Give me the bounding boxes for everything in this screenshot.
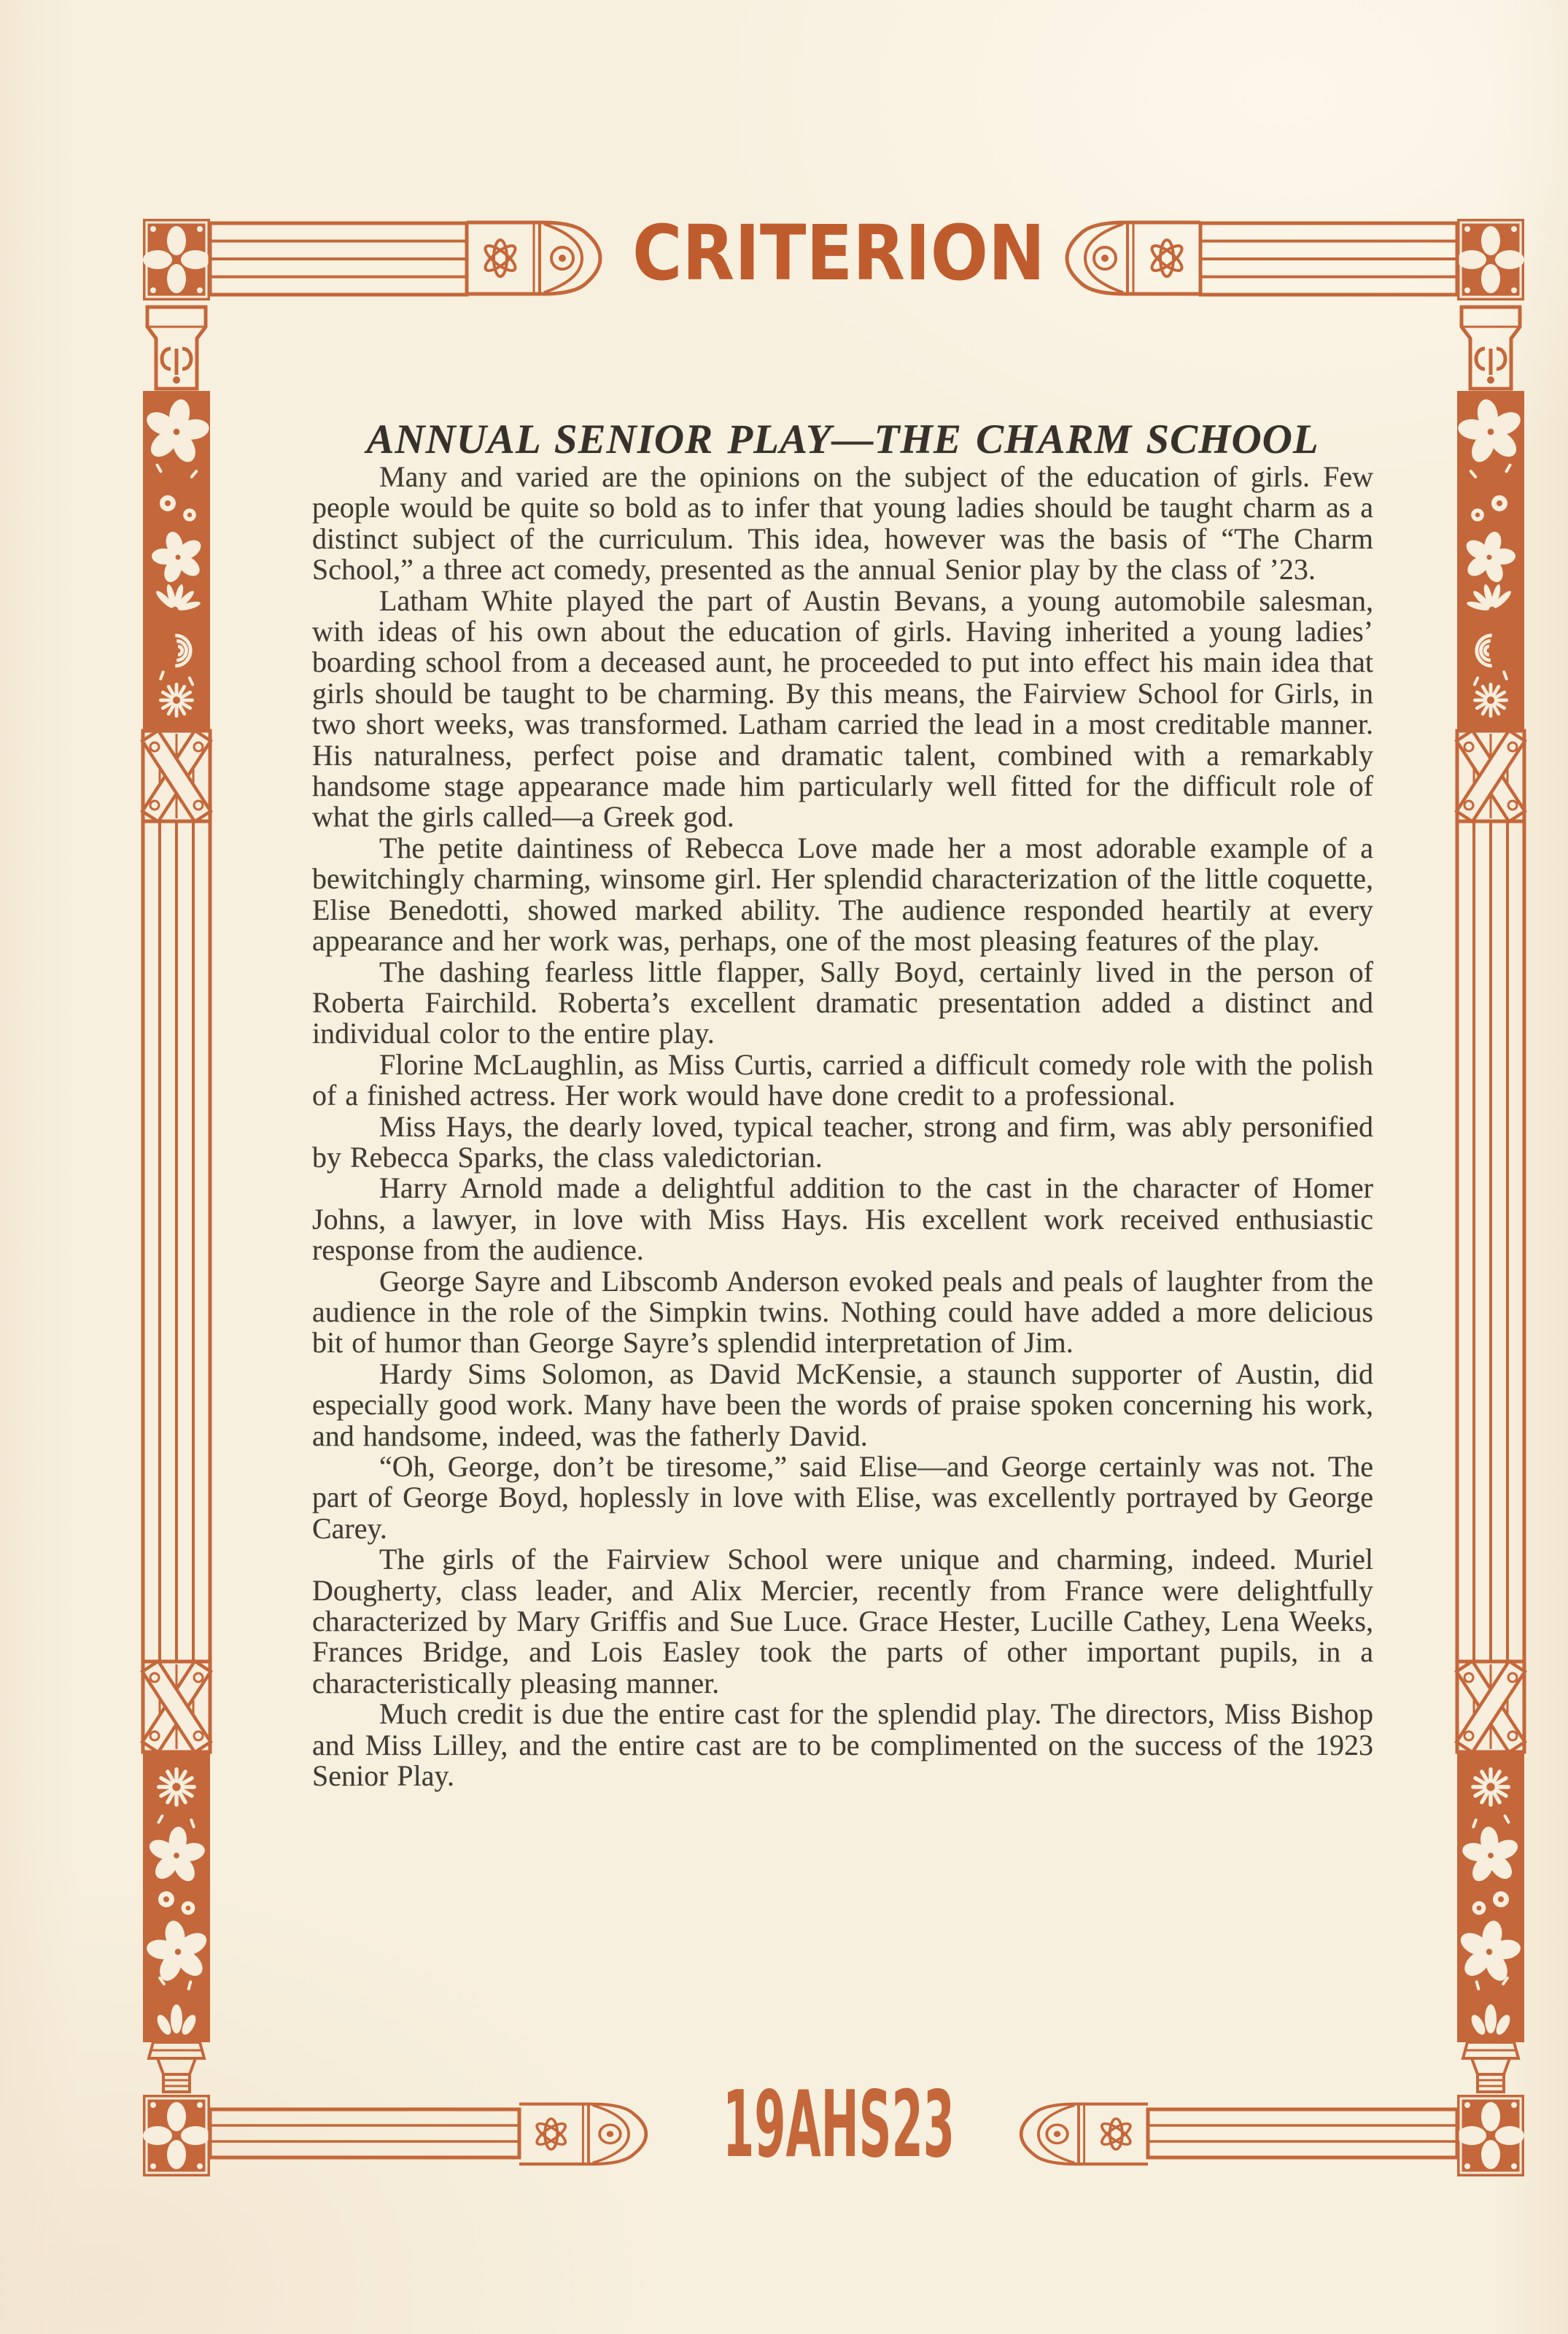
class-year-monogram: 19AHS23 (723, 2071, 955, 2178)
top-border-right (1067, 222, 1457, 295)
article-title: ANNUAL SENIOR PLAY—THE CHARM SCHOOL (366, 416, 1319, 463)
article-paragraph: Much credit is due the entire cast for the splendid play. The directors, Miss Bishop and Miss Lilley, and the entire cast are to be complimented on the success of the 1923 Senior Play. (312, 1697, 1373, 1793)
top-border-left (210, 222, 600, 295)
left-border-column (137, 219, 216, 2176)
publication-masthead: CRITERION (632, 209, 1045, 298)
bottom-border-right (1021, 2104, 1457, 2164)
article-paragraph: The girls of the Fairview School were unique and charming, indeed. Muriel Dougherty, class leader, and Alix Mercier, recently from France were delightfully characterized by Mary Griffis and Sue Luce. Grace Hester, Lucille Cathey, Lena Weeks, Frances Bridge, and Lois Easley took the parts of other important pupils, in a characteristically pleasing manner. (312, 1543, 1373, 1699)
bottom-border-left (210, 2104, 646, 2164)
article-paragraph: Florine McLaughlin, as Miss Curtis, carried a difficult comedy role with the polish of a finished actress. Her work would have done credit to a professional. (312, 1047, 1373, 1112)
article-paragraph: Latham White played the part of Austin Bevans, a young automobile salesman, with ideas of his own about the education of girls. Having inherited a young ladies’ boarding school from a deceased aunt, he proceeded to put into effect his main idea that girls should be taught to be charming. By this means, the Fairview School for Girls, in two short weeks, was transformed. Latham carried the lead in a most creditable manner. His naturalness, perfect poise and dramatic talent, combined with a remarkably handsome stage appearance made him particularly well fitted for the difficult role of what the girls called—a Greek god. (312, 584, 1373, 834)
article-paragraph: Miss Hays, the dearly loved, typical teacher, strong and firm, was ably personified by Rebecca Sparks, the class valedictorian. (312, 1109, 1373, 1174)
article-paragraph: “Oh, George, don’t be tiresome,” said Elise—and George certainly was not. The part of George Boyd, hoplessly in love with Elise, was excellently portrayed by George Carey. (312, 1450, 1373, 1545)
right-border-column (1451, 219, 1530, 2176)
article-paragraph: Harry Arnold made a delightful addition to the cast in the character of Homer Johns, a lawyer, in love with Miss Hays. His excellent work received enthusiastic response from the audience. (312, 1171, 1373, 1267)
article-paragraph: Many and varied are the opinions on the subject of the education of girls. Few people would be quite so bold as to infer that young ladies should be taught charm as a distinct subject of the curriculum. This idea, however was the basis of “The Charm School,” a three act comedy, presented as the annual Senior play by the class of ’23. (312, 460, 1373, 586)
article-paragraph: George Sayre and Libscomb Anderson evoked peals and peals of laughter from the audience in the role of the Simpkin twins. Nothing could have added a more delicious bit of humor than George Sayre’s splendid interpretation of Jim. (312, 1264, 1373, 1360)
article-paragraph: The petite daintiness of Rebecca Love made her a most adorable example of a bewitchingly charming, winsome girl. Her splendid characterization of the little coquette, Elise Benedotti, showed marked ability. The audience responded heartily at every appearance and her work was, perhaps, one of the most pleasing features of the play. (312, 831, 1373, 958)
article-paragraph: The dashing fearless little flapper, Sally Boyd, certainly lived in the person of Roberta Fairchild. Roberta’s excellent dramatic presentation added a distinct and individual color to the entire play. (312, 955, 1373, 1050)
article-paragraph: Hardy Sims Solomon, as David McKensie, a staunch supporter of Austin, did especially good work. Many have been the words of praise spoken concerning his work, and handsome, indeed, was the fatherly David. (312, 1357, 1373, 1452)
article-body (312, 462, 1373, 1791)
